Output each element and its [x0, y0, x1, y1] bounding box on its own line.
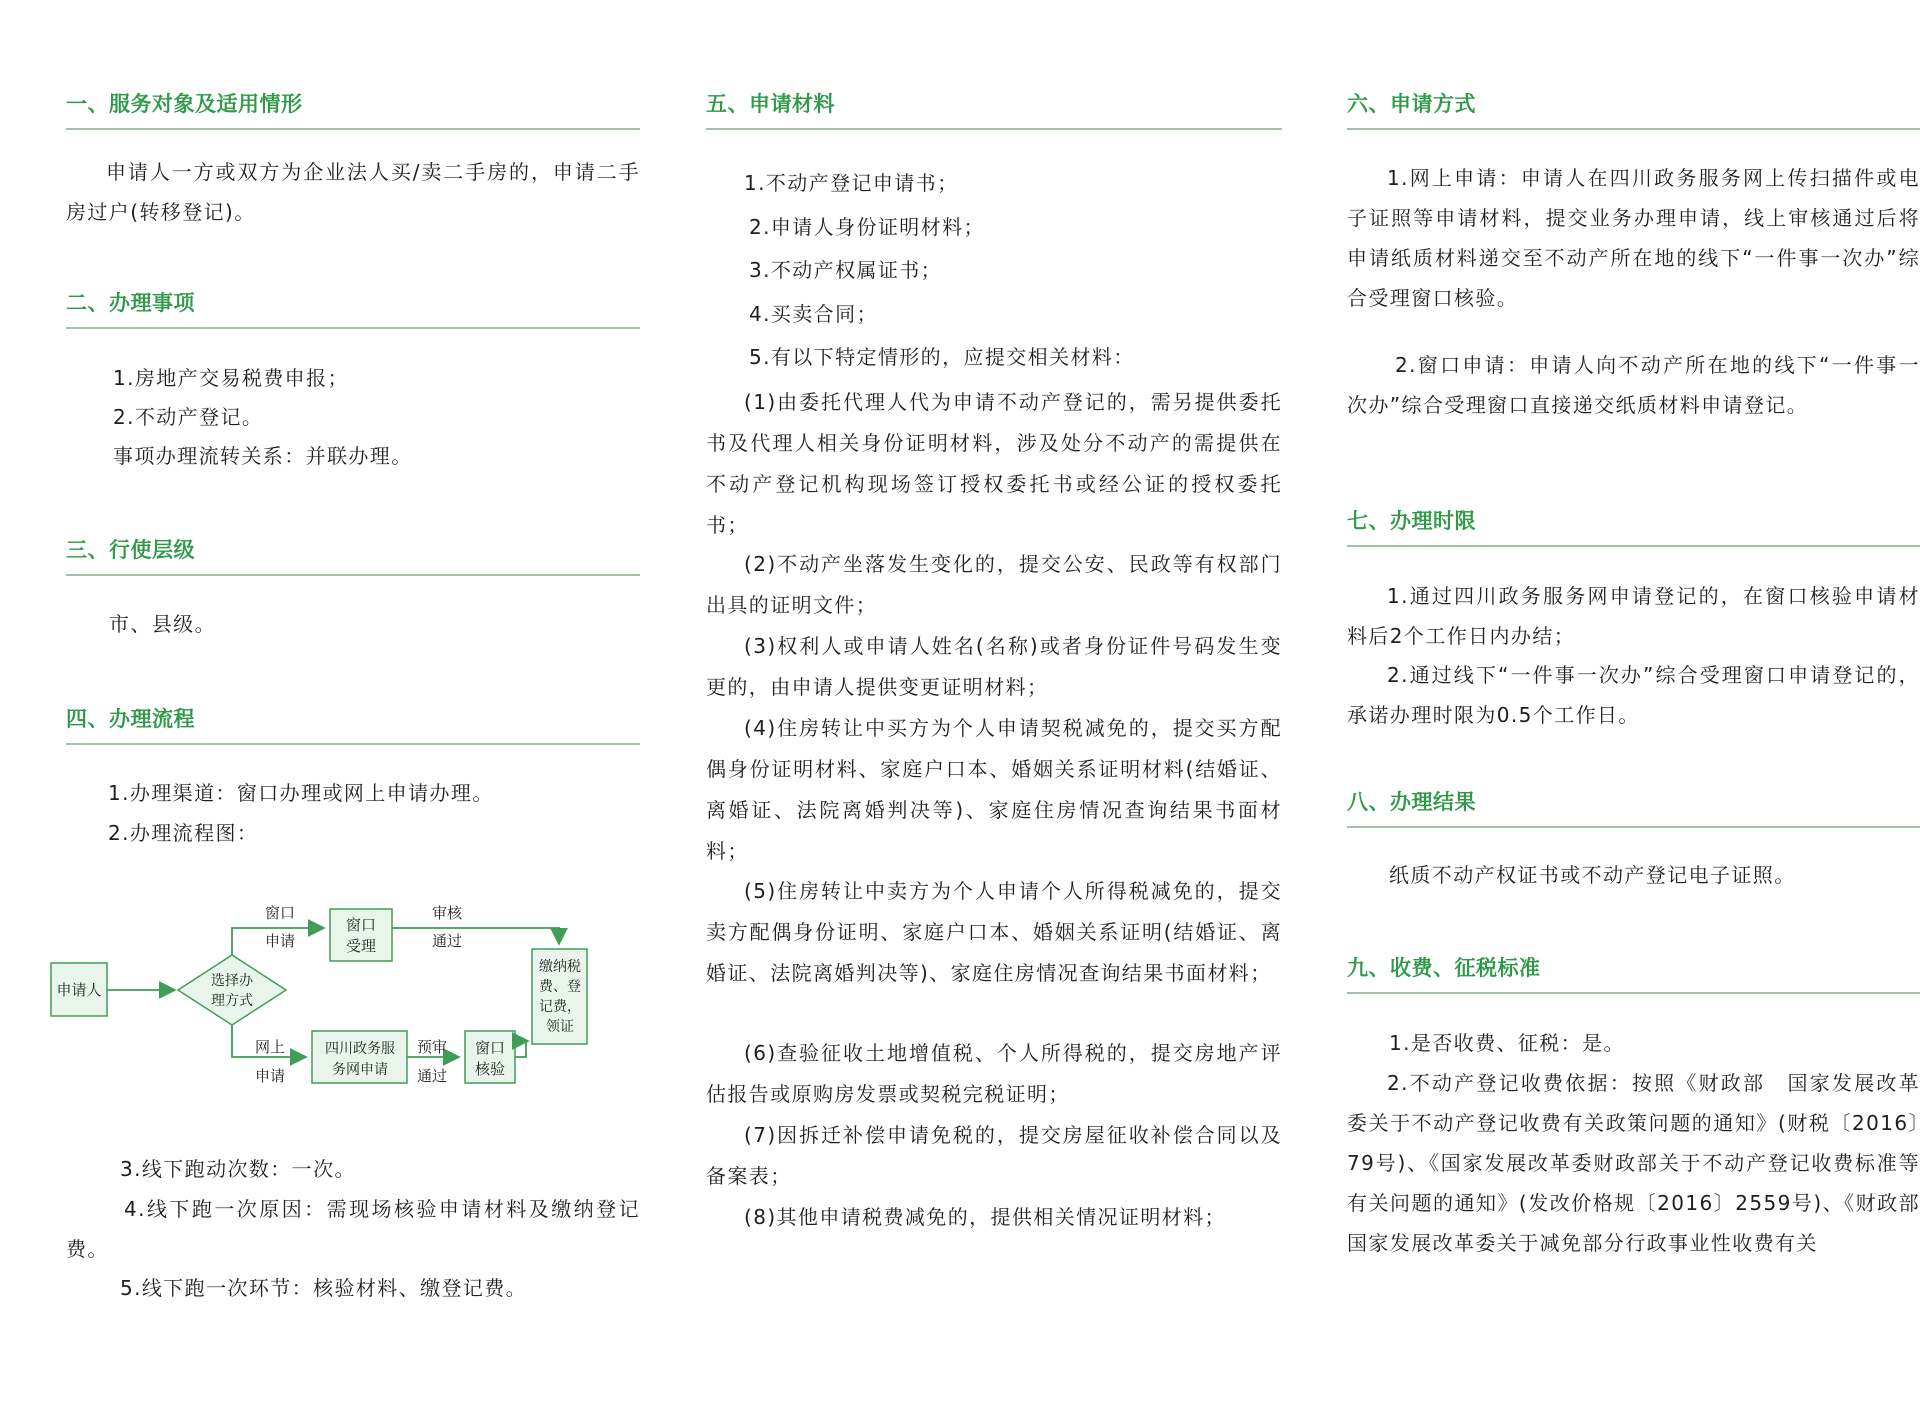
section-title-fees: 九、收费、征税标准 [1347, 952, 1920, 994]
flow-online-system-line2: 务网申请 [332, 1062, 388, 1078]
process-item-3: 3.线下跑动次数：一次。 [120, 1157, 356, 1181]
process-item-4: 4.线下跑一次原因：需现场核验申请材料及缴纳登记费。 [66, 1197, 640, 1261]
section-title-process: 四、办理流程 [66, 703, 640, 745]
section-title-apply-method: 六、申请方式 [1347, 88, 1920, 130]
apply-method-window: 2.窗口申请：申请人向不动产所在地的线下“一件事一次办”综合受理窗口直接递交纸质材料申请登记。 [1347, 353, 1920, 417]
flow-window-verify-line1: 窗口 [474, 1039, 506, 1057]
flow-precheck-line1: 预审 [416, 1038, 448, 1056]
fees-item-1: 1.是否收费、征税：是。 [1389, 1031, 1625, 1055]
flow-applicant-label: 申请人 [56, 981, 102, 999]
flow-final-line2: 费、登 [539, 979, 581, 995]
process-flowchart [0, 0, 640, 1140]
flow-final-line3: 记费， [539, 999, 581, 1015]
fees-item-2: 2.不动产登记收费依据：按照《财政部 国家发展改革委关于不动产登记收费有关政策问题的通知》(财税〔2016〕79号)、《国家发展改革委财政部关于不动产登记收费标准等有关问题的通知》(发改价格规〔2016〕2559号)、《财政部 国家发展改革委关于减免部分行政事业性收费有关 [1347, 1071, 1920, 1255]
matter-item-1: 1.房地产交易税费申报； [113, 366, 349, 390]
flow-window-accept-line1: 窗口 [345, 916, 377, 934]
apply-method-online: 1.网上申请：申请人在四川政务服务网上传扫描件或电子证照等申请材料，提交业务办理申请，线上审核通过后将申请纸质材料递交至不动产所在地的线下“一件事一次办”综合受理窗口核验。 [1347, 166, 1920, 310]
material-sub-8: (8)其他申请税费减免的，提供相关情况证明材料； [744, 1205, 1226, 1229]
flow-final-line4: 领证 [546, 1019, 574, 1035]
process-item-5: 5.线下跑一次环节：核验材料、缴登记费。 [120, 1276, 528, 1300]
material-item-2: 2.申请人身份证明材料； [749, 215, 985, 239]
section-title-matters: 二、办理事项 [66, 287, 640, 329]
flow-review-pass-line2: 通过 [431, 932, 463, 950]
time-limit-offline: 2.通过线下“一件事一次办”综合受理窗口申请登记的，承诺办理时限为0.5个工作日。 [1347, 663, 1920, 727]
flow-final-line1: 缴纳税 [539, 959, 581, 975]
result-text: 纸质不动产权证书或不动产登记电子证照。 [1389, 863, 1796, 887]
matter-relation: 事项办理流转关系：并联办理。 [113, 444, 413, 468]
material-sub-5: (5)住房转让中卖方为个人申请个人所得税减免的，提交卖方配偶身份证明、家庭户口本、婚姻关系证明(结婚证、离婚证、法院离婚判决等)、家庭住房情况查询结果书面材料； [706, 879, 1282, 985]
material-item-1: 1.不动产登记申请书； [744, 171, 959, 195]
process-item-2: 2.办理流程图： [108, 821, 259, 845]
material-sub-7: (7)因拆迁补偿申请免税的，提交房屋征收补偿合同以及备案表； [706, 1123, 1282, 1188]
section-title-service-target: 一、服务对象及适用情形 [66, 88, 640, 130]
material-sub-2: (2)不动产坐落发生变化的，提交公安、民政等有权部门出具的证明文件； [706, 552, 1282, 617]
material-sub-4: (4)住房转让中买方为个人申请契税减免的，提交买方配偶身份证明材料、家庭户口本、婚姻关系证明材料(结婚证、离婚证、法院离婚判决等)、家庭住房情况查询结果书面材料； [706, 716, 1282, 863]
flow-window-accept-line2: 受理 [345, 937, 377, 955]
section-title-time-limit: 七、办理时限 [1347, 505, 1920, 547]
level-text: 市、县级。 [109, 612, 216, 636]
material-item-3: 3.不动产权属证书； [749, 258, 943, 282]
process-item-1: 1.办理渠道：窗口办理或网上申请办理。 [108, 781, 494, 805]
section-title-result: 八、办理结果 [1347, 786, 1920, 828]
service-target-text: 申请人一方或双方为企业法人买/卖二手房的，申请二手房过户(转移登记)。 [66, 160, 640, 224]
material-item-5: 5.有以下特定情形的，应提交相关材料： [749, 345, 1135, 369]
section-title-level: 三、行使层级 [66, 534, 640, 576]
material-item-4: 4.买卖合同； [749, 302, 878, 326]
material-sub-3: (3)权利人或申请人姓名(名称)或者身份证件号码发生变更的，由申请人提供变更证明材料； [706, 634, 1282, 699]
flow-decision-line2: 理方式 [211, 993, 253, 1009]
material-sub-6: (6)查验征收土地增值税、个人所得税的，提交房地产评估报告或原购房发票或契税完税证明； [706, 1041, 1282, 1106]
matter-item-2: 2.不动产登记。 [113, 405, 264, 429]
flow-online-channel-line1: 网上 [254, 1038, 286, 1056]
flow-decision-diamond [178, 955, 286, 1025]
material-sub-1: (1)由委托代理人代为申请不动产登记的，需另提供委托书及代理人相关身份证明材料，涉及处分不动产的需提供在不动产登记机构现场签订授权委托书或经公证的授权委托书； [706, 390, 1282, 537]
flow-window-channel-line1: 窗口 [264, 904, 296, 922]
flow-decision-line1: 选择办 [211, 973, 253, 989]
time-limit-online: 1.通过四川政务服务网申请登记的，在窗口核验申请材料后2个工作日内办结； [1347, 584, 1920, 648]
flow-online-system-line1: 四川政务服 [325, 1041, 395, 1057]
flow-review-pass-line1: 审核 [431, 904, 463, 922]
flow-precheck-line2: 通过 [416, 1067, 448, 1085]
section-title-materials: 五、申请材料 [706, 88, 1282, 130]
flow-window-channel-line2: 申请 [264, 932, 296, 950]
flow-window-verify-line2: 核验 [474, 1060, 506, 1078]
flow-online-channel-line2: 申请 [254, 1067, 286, 1085]
